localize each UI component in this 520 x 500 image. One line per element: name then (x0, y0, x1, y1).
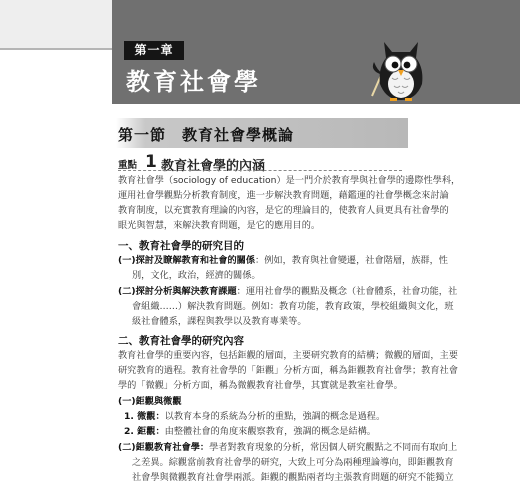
part2-sub1 (118, 394, 385, 439)
text-line: 運用社會學觀點分析教育制度，進一步解決教育問題，藉鑑運的社會學概念來討論 (118, 190, 449, 201)
text-line: 別，文化，政治，經濟的關係。 (132, 270, 261, 281)
item-lead: (一)探討及瞭解教育和社會的關係 (118, 255, 256, 266)
text-line: 級社會體系，課程與教學以及教育專業等。 (132, 316, 307, 327)
chapter-tab: 第一章 (124, 41, 184, 60)
part2-sub2 (118, 440, 457, 485)
intro-paragraph (118, 173, 460, 233)
item-lead: 2. 鉅觀： (124, 426, 165, 437)
text-line: 教育社會學的重要內容，包括鉅觀的層面，主要研究教育的結構；微觀的層面，主要 (118, 350, 458, 361)
item-lead: (二)鉅觀教育社會學： (118, 442, 210, 453)
part2-heading: 二、教育社會學的研究內容 (118, 335, 244, 347)
part1-item (118, 284, 457, 329)
owl-mascot-icon (364, 34, 438, 106)
text-line: 以教育本身的系統為分析的重點，強調的概念是過程。 (164, 411, 386, 422)
text-line: ：運用社會學的觀點及概念（社會體系，社會功能，社 (236, 286, 458, 297)
text-line: 研究教育的過程。教育社會學的「鉅觀」分析方面，稱為鉅觀教育社會學；教育社會 (118, 365, 458, 376)
text-line: 學的「微觀」分析方面，稱為微觀教育社會學，其實就是教室社會學。 (118, 380, 403, 391)
text-line: 會組織……）解決教育問題。例如：教育功能，教育政策，學校組織與文化，班 (132, 301, 454, 312)
key-point-number: 1 (145, 152, 157, 172)
text-line: 學者對教育現象的分析，常因個人研究觀點之不同而有取向上 (209, 442, 458, 453)
part1-heading: 一、教育社會學的研究目的 (118, 240, 244, 252)
text-line: 之差異。綜觀當前教育社會學的研究，大致上可分為兩種理論導向，即鉅觀教育 (132, 457, 454, 468)
item-lead: (二)探討分析與解決教育課題 (118, 286, 237, 297)
chapter-title: 教育社會學 (126, 68, 261, 96)
text-line: 社會學與微觀教育社會學兩派。鉅觀的觀點兩者均主張教育問題的研究不能獨立 (132, 472, 454, 483)
part2-intro (118, 348, 458, 393)
text-line: 眼光與智慧，來解決教育問題，是它的應用目的。 (118, 220, 321, 231)
text-line: 由整體社會的角度來觀察教育，強調的概念是結構。 (164, 426, 376, 437)
part1-item (118, 253, 448, 283)
item-lead: 1. 微觀： (124, 411, 165, 422)
sub-heading: (一)鉅觀與微觀 (118, 396, 182, 407)
key-point-title: 教育社會學的內涵 (161, 159, 266, 174)
text-line: ：例如，教育與社會變遷，社會階層，族群，性 (255, 255, 448, 266)
dashed-divider (118, 170, 402, 171)
key-point-label: 重點 (118, 160, 138, 171)
text-line: 教育社會學（sociology of education）是一門介於教育學與社會學的邊際性學科， (118, 175, 461, 186)
text-line: 教育制度，以充實教育理論的內容，是它的理論目的，使教育人員更具有社會學的 (118, 205, 449, 216)
section-title: 第一節 教育社會學概論 (118, 126, 295, 144)
